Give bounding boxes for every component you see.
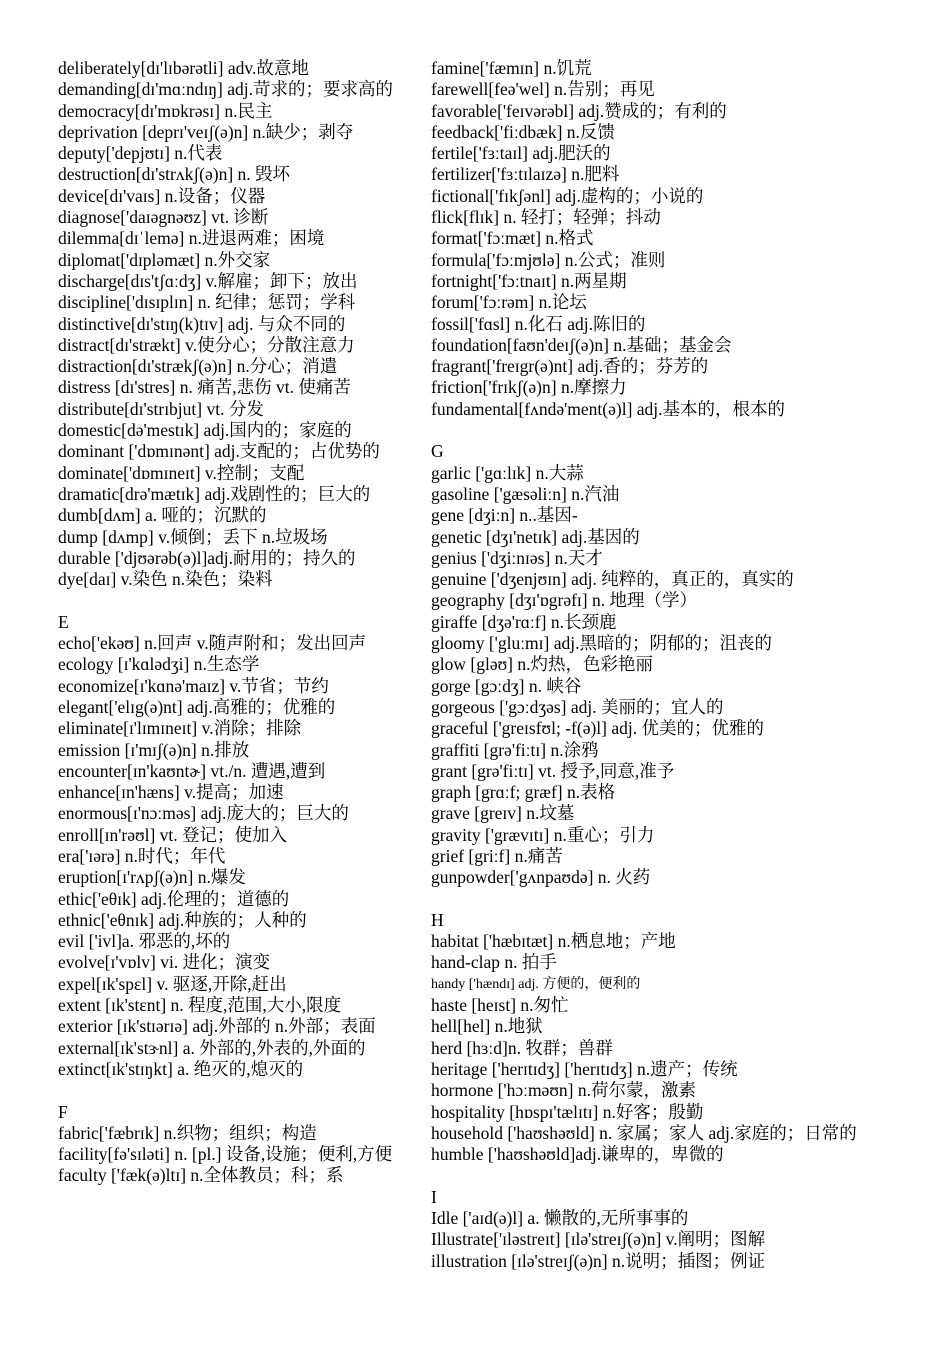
- vocab-entry: flick[flɪk] n. 轻打；轻弹；抖动: [431, 207, 661, 228]
- vocab-entry: enormous[ɪ'nɔːməs] adj.庞大的；巨大的: [58, 803, 349, 824]
- vocab-entry: famine['fæmɪn] n.饥荒: [431, 58, 592, 78]
- section-letter: I: [431, 1186, 437, 1207]
- vocab-entry: distress [dɪ'stres] n. 痛苦,悲伤 vt. 使痛苦: [58, 377, 351, 398]
- vocab-entry: foundation[faʊn'deɪʃ(ə)n] n.基础；基金会: [431, 334, 732, 355]
- vocab-entry: hell[hel] n.地狱: [431, 1016, 543, 1037]
- section-letter: G: [431, 441, 444, 462]
- vocab-entry: ethnic['eθnɪk] adj.种族的；人种的: [58, 909, 307, 930]
- vocab-entry: garlic ['gɑːlɪk] n.大蒜: [431, 462, 584, 483]
- vocab-entry: distraction[dɪ'strækʃ(ə)n] n.分心；消遣: [58, 356, 338, 377]
- vocab-entry: hand-clap n. 拍手: [431, 952, 557, 973]
- vocab-entry: herd [hɜːd]n. 牧群；兽群: [431, 1037, 613, 1058]
- vocab-entry: habitat ['hæbɪtæt] n.栖息地；产地: [431, 931, 676, 952]
- vocab-entry: extinct[ɪk'stɪŋkt] a. 绝灭的,熄灭的: [58, 1058, 304, 1079]
- vocab-entry: device[dɪ'vaɪs] n.设备；仪器: [58, 185, 266, 206]
- vocab-entry: dumb[dʌm] a. 哑的；沉默的: [58, 505, 267, 526]
- vocab-entry: grief [griːf] n.痛苦: [431, 845, 563, 866]
- vocab-entry: formula['fɔːmjʊlə] n.公式；准则: [431, 249, 666, 270]
- vocab-entry: dilemma[dɪˈlemə] n.进退两难；困境: [58, 228, 325, 249]
- vocab-entry: durable ['djʊərəb(ə)l]adj.耐用的；持久的: [58, 547, 356, 568]
- vocab-entry: distinctive[dɪ'stɪŋ(k)tɪv] adj. 与众不同的: [58, 313, 346, 334]
- vocab-entry: hospitality [hɒspɪ'tælɪtɪ] n.好客；殷勤: [431, 1101, 704, 1122]
- vocab-entry: enroll[ɪn'rəʊl] vt. 登记；使加入: [58, 824, 288, 845]
- vocab-entry: fossil['fɑsl] n.化石 adj.陈旧的: [431, 313, 646, 334]
- vocab-entry: emission [ɪ'mɪʃ(ə)n] n.排放: [58, 739, 250, 760]
- vocab-entry: grave [greɪv] n.坟墓: [431, 803, 575, 824]
- vocab-entry: exterior [ɪk'stɪərɪə] adj.外部的 n.外部；表面: [58, 1016, 376, 1037]
- vocab-entry: discipline['dɪsɪplɪn] n. 纪律；惩罚；学科: [58, 292, 356, 313]
- vocab-entry: graffiti [grə'fiːtɪ] n.涂鸦: [431, 739, 599, 760]
- vocab-entry: external[ɪk'stɝnl] a. 外部的,外表的,外面的: [58, 1037, 366, 1058]
- vocab-entry: genuine ['dʒenjʊɪn] adj. 纯粹的，真正的，真实的: [431, 569, 794, 590]
- vocab-entry: ecology [ɪ'kɑlədʒi] n.生态学: [58, 654, 260, 675]
- vocab-entry: democracy[dɪ'mɒkrəsɪ] n.民主: [58, 100, 273, 121]
- vocab-entry: household ['haʊshəʊld] n. 家属；家人 adj.家庭的；日常的: [431, 1122, 857, 1143]
- vocab-entry: economize[ɪ'kɑnə'maɪz] v.节省；节约: [58, 675, 329, 696]
- vocab-entry: genetic [dʒɪ'netɪk] adj.基因的: [431, 526, 640, 547]
- vocab-entry: eruption[ɪ'rʌpʃ(ə)n] n.爆发: [58, 867, 246, 888]
- vocab-entry: faculty ['fæk(ə)ltɪ] n.全体教员；科；系: [58, 1165, 344, 1186]
- vocab-entry: forum['fɔːrəm] n.论坛: [431, 292, 587, 313]
- vocab-entry: deprivation [deprɪ'veɪʃ(ə)n] n.缺少；剥夺: [58, 121, 354, 142]
- vocab-entry: gasoline ['gæsəliːn] n.汽油: [431, 483, 620, 504]
- vocab-entry: fundamental[fʌndə'ment(ə)l] adj.基本的，根本的: [431, 398, 786, 419]
- vocab-entry: demanding[dɪ'mɑːndɪŋ] adj.苛求的；要求高的: [58, 79, 393, 100]
- vocab-entry: gloomy ['gluːmɪ] adj.黑暗的；阴郁的；沮丧的: [431, 633, 772, 654]
- vocab-entry: gorge [gɔːdʒ] n. 峡谷: [431, 675, 582, 696]
- vocab-entry: facility[fə'sɪləti] n. [pl.] 设备,设施；便利,方便: [58, 1144, 393, 1165]
- vocab-entry: glow [gləʊ] n.灼热，色彩艳丽: [431, 654, 654, 675]
- section-letter: H: [431, 909, 444, 930]
- vocab-entry: genius ['dʒiːnɪəs] n.天才: [431, 547, 603, 568]
- left-column: [58, 58, 400, 1187]
- vocab-entry: humble ['haʊshəʊld]adj.谦卑的，卑微的: [431, 1144, 724, 1165]
- vocab-entry: fertilizer['fɜːtɪlaɪzə] n.肥料: [431, 164, 620, 185]
- vocab-entry: domestic[də'mestɪk] adj.国内的；家庭的: [58, 420, 352, 441]
- vocab-entry: distribute[dɪ'strɪbjut] vt. 分发: [58, 398, 264, 419]
- vocab-entry: discharge[dɪs'tʃɑːdʒ] v.解雇；卸下；放出: [58, 270, 358, 291]
- vocab-entry: destruction[dɪ'strʌkʃ(ə)n] n. 毁坏: [58, 164, 291, 185]
- vocab-entry: Idle ['aɪd(ə)l] a. 懒散的,无所事事的: [431, 1208, 689, 1229]
- vocab-entry: graph [grɑːf; græf] n.表格: [431, 782, 616, 803]
- section-letter: F: [58, 1101, 68, 1122]
- vocab-entry: enhance[ɪn'hæns] v.提高；加速: [58, 782, 284, 803]
- vocab-entry: fictional['fɪkʃənl] adj.虚构的；小说的: [431, 185, 704, 206]
- vocab-entry: format['fɔːmæt] n.格式: [431, 228, 594, 249]
- vocab-entry: diplomat['dɪpləmæt] n.外交家: [58, 249, 271, 270]
- vocab-entry: feedback['fiːdbæk] n.反馈: [431, 121, 615, 142]
- vocab-entry: deputy['depjʊtɪ] n.代表: [58, 143, 223, 164]
- vocab-entry: dump [dʌmp] v.倾倒；丢下 n.垃圾场: [58, 526, 328, 547]
- vocab-entry: evolve[ɪ'vɒlv] vi. 进化；演变: [58, 952, 271, 973]
- section-letter: E: [58, 611, 69, 632]
- vocab-entry: deliberately[dɪ'lɪbərətli] adv.故意地: [58, 58, 309, 78]
- vocab-entry: fabric['fæbrɪk] n.织物；组织；构造: [58, 1122, 317, 1143]
- vocab-entry: encounter[ɪn'kaʊntɚ] vt./n. 遭遇,遭到: [58, 760, 326, 781]
- vocab-entry: dominant ['dɒmɪnənt] adj.支配的；占优势的: [58, 441, 380, 462]
- vocab-entry: favorable['feɪvərəbl] adj.赞成的；有利的: [431, 100, 727, 121]
- vocab-entry: dye[daɪ] v.染色 n.染色；染料: [58, 569, 273, 590]
- vocab-entry: expel[ɪk'spɛl] v. 驱逐,开除,赶出: [58, 973, 287, 994]
- vocab-entry: illustration [ɪlə'streɪʃ(ə)n] n.说明；插图；例证: [431, 1250, 766, 1271]
- vocab-entry: farewell[feə'wel] n.告别；再见: [431, 79, 655, 100]
- vocab-entry: diagnose['daɪəgnəʊz] vt. 诊断: [58, 207, 269, 228]
- vocab-entry: grant [grə'fiːtɪ] vt. 授予,同意,准予: [431, 760, 675, 781]
- vocab-entry: fertile['fɜːtaɪl] adj.肥沃的: [431, 143, 611, 164]
- vocab-entry: hormone ['hɔːməʊn] n.荷尔蒙，激素: [431, 1080, 697, 1101]
- vocab-entry: graceful ['greɪsfʊl; -f(ə)l] adj. 优美的；优雅的: [431, 718, 764, 739]
- vocab-entry: extent [ɪk'stɛnt] n. 程度,范围,大小,限度: [58, 995, 342, 1016]
- vocab-entry: eliminate[ɪ'lɪmɪneɪt] v.消除；排除: [58, 718, 302, 739]
- vocab-entry: giraffe [dʒə'rɑːf] n.长颈鹿: [431, 611, 617, 632]
- vocab-entry: dramatic[drə'mætɪk] adj.戏剧性的；巨大的: [58, 483, 371, 504]
- vocab-entry: distract[dɪ'strækt] v.使分心；分散注意力: [58, 334, 355, 355]
- vocab-entry: ethic['eθɪk] adj.伦理的；道德的: [58, 888, 290, 909]
- vocab-entry: dominate['dɒmɪneɪt] v.控制；支配: [58, 462, 305, 483]
- vocab-entry: era['ɪərə] n.时代；年代: [58, 845, 226, 866]
- vocab-entry: gorgeous ['gɔːdʒəs] adj. 美丽的；宜人的: [431, 696, 724, 717]
- vocab-entry: echo['ekəʊ] n.回声 v.随声附和；发出回声: [58, 633, 367, 654]
- vocab-entry: handy ['hændɪ] adj. 方便的，便利的: [431, 976, 641, 992]
- vocab-entry: fortnight['fɔːtnaɪt] n.两星期: [431, 270, 627, 291]
- vocab-entry: elegant['elɪg(ə)nt] adj.高雅的；优雅的: [58, 696, 336, 717]
- vocab-entry: heritage ['herɪtɪdʒ] ['herɪtɪdʒ] n.遗产；传统: [431, 1058, 738, 1079]
- right-column: [431, 58, 901, 1272]
- vocab-entry: gunpowder['gʌnpaʊdə] n. 火药: [431, 867, 651, 888]
- vocab-entry: gene [dʒiːn] n..基因-: [431, 505, 578, 526]
- vocab-entry: fragrant['freɪgr(ə)nt] adj.香的；芬芳的: [431, 356, 709, 377]
- vocab-entry: gravity ['grævɪtɪ] n.重心；引力: [431, 824, 655, 845]
- vocab-entry: evil ['ivl]a. 邪恶的,坏的: [58, 931, 231, 952]
- vocab-entry: Illustrate['ɪləstreɪt] [ɪlə'streɪʃ(ə)n] v.阐明；图解: [431, 1229, 766, 1250]
- vocab-entry: geography [dʒɪ'ɒgrəfɪ] n. 地理（学）: [431, 590, 697, 611]
- vocab-entry: friction['frɪkʃ(ə)n] n.摩擦力: [431, 377, 627, 398]
- vocab-entry: haste [heɪst] n.匆忙: [431, 995, 569, 1016]
